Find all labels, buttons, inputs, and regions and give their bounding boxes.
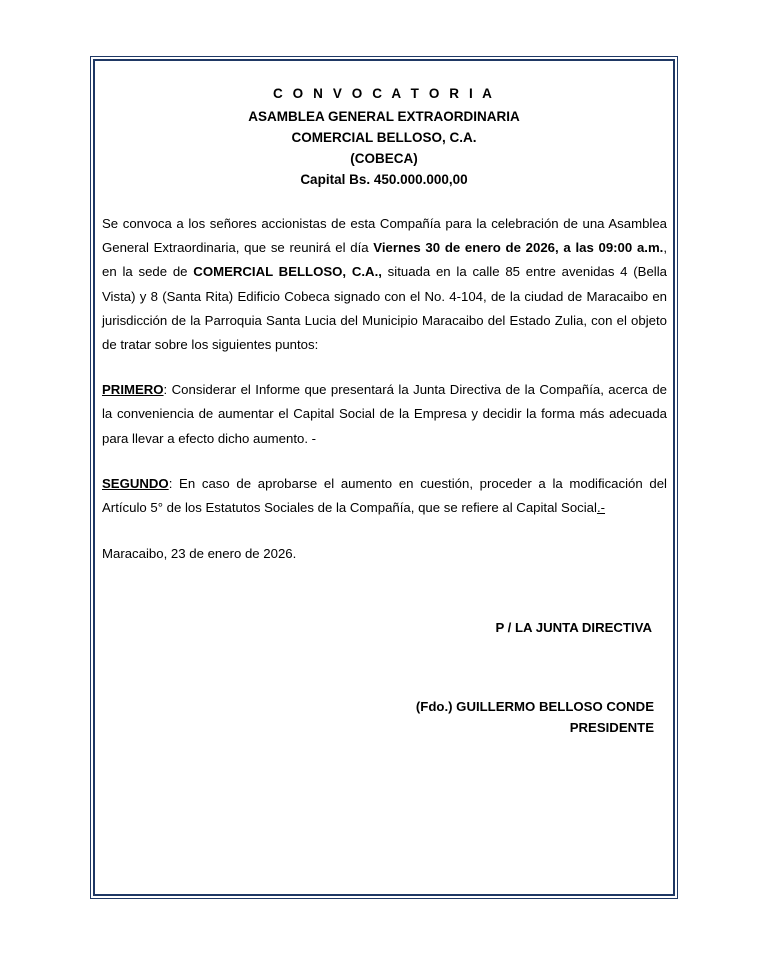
agenda-item-segundo	[102, 472, 667, 520]
document-header	[100, 66, 668, 190]
agenda-item-segundo-separator: :	[168, 475, 180, 491]
header-title-convocatoria: C O N V O C A T O R I A	[272, 86, 496, 101]
document-border-frame	[90, 56, 678, 899]
document-body	[100, 212, 668, 738]
header-capital-amount: Capital Bs. 450.000.000,00	[300, 172, 468, 187]
agenda-item-segundo-label: SEGUNDO	[102, 475, 169, 491]
agenda-item-primero-separator: :	[163, 382, 172, 398]
header-assembly-type: ASAMBLEA GENERAL EXTRAORDINARIA	[248, 109, 520, 124]
intro-text-part-3: situada en la calle 85 entre avenidas 4 (Bella Vista) y 8 (Santa Rita) Edificio Cobeca signado con el No. 4-104, de la ciudad de Maracaibo en jurisdicción de la Parroquia Santa Lucia del Municipio Maracaibo del Estado Zulia, con el objeto de tratar sobre los siguientes puntos:	[102, 264, 668, 353]
agenda-item-segundo-text: En caso de aprobarse el aumento en cuestión, proceder a la modificación del Artículo 5° de los Estatutos Sociales de la Compañía, que se refiere al Capital Social	[102, 475, 667, 516]
agenda-item-segundo-tail: .-	[596, 500, 606, 516]
signature-block	[102, 696, 667, 738]
paragraph-introduction	[102, 212, 667, 357]
agenda-item-primero-text: Considerar el Informe que presentará la Junta Directiva de la Compañía, acerca de la conveniencia de aumentar el Capital Social de la Empresa y decidir la forma más adecuada para llevar a efecto dicho aumento. -	[102, 382, 668, 446]
header-company-acronym: (COBECA)	[350, 151, 418, 166]
signature-by-line: P / LA JUNTA DIRECTIVA	[495, 620, 652, 636]
header-company-name: COMERCIAL BELLOSO, C.A.	[291, 130, 477, 145]
agenda-item-primero-label: PRIMERO	[102, 382, 164, 398]
signature-signer-name: (Fdo.) GUILLERMO BELLOSO CONDE	[415, 699, 654, 715]
intro-text-part-1: Se convoca a los señores accionistas de esta Compañía para la celebración de una Asamblea General Extraordinaria, que se reunirá el día	[102, 216, 667, 256]
intro-text-part-2: , en la sede de	[102, 240, 668, 280]
agenda-item-primero	[102, 378, 667, 451]
place-and-date: Maracaibo, 23 de enero de 2026.	[102, 546, 297, 562]
intro-meeting-datetime: Viernes 30 de enero de 2026, a las 09:00 a.m.	[373, 240, 664, 256]
intro-company-name: COMERCIAL BELLOSO, C.A.,	[193, 264, 382, 280]
document-content-area	[100, 66, 668, 889]
signature-signer-role: PRESIDENTE	[569, 720, 654, 736]
